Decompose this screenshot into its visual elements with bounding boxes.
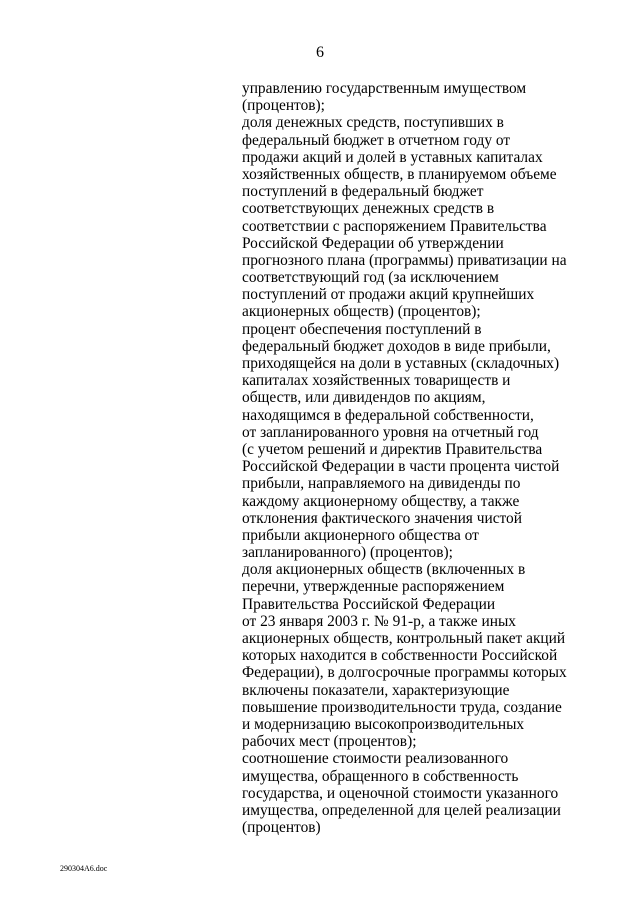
text-line: процент обеспечения поступлений в bbox=[242, 320, 482, 338]
text-line: хозяйственных обществ, в планируемом объеме bbox=[242, 165, 557, 183]
text-line: перечни, утвержденные распоряжением bbox=[242, 578, 505, 596]
text-line: приходящейся на доли в уставных (складочных) bbox=[242, 355, 560, 372]
text-line: доля денежных средств, поступивших в bbox=[242, 114, 504, 132]
text-line: обществ, или дивидендов по акциям, bbox=[242, 389, 486, 407]
text-line: Российской Федерации об утверждении bbox=[242, 234, 504, 252]
text-line: отклонения фактического значения чистой bbox=[242, 509, 522, 527]
text-line: запланированного) (процентов); bbox=[242, 544, 453, 562]
text-line: соответствии с распоряжением Правительства bbox=[242, 217, 547, 235]
text-line: поступлений в федеральный бюджет bbox=[242, 183, 484, 201]
text-line: акционерных обществ, контрольный пакет акций bbox=[242, 630, 566, 647]
text-line: имущества, обращенного в собственность bbox=[242, 767, 519, 785]
text-line: (процентов); bbox=[242, 97, 325, 115]
text-line: которых находится в собственности Российской bbox=[242, 647, 558, 665]
text-line: (с учетом решений и директив Правительства bbox=[242, 440, 543, 458]
text-line: Правительства Российской Федерации bbox=[242, 595, 496, 613]
text-line: соответствующих денежных средств в bbox=[242, 200, 495, 218]
text-line: прогнозного плана (программы) приватизации на bbox=[242, 251, 567, 269]
text-line: капиталах хозяйственных товариществ и bbox=[242, 372, 511, 390]
text-line: прибыли, направляемого на дивиденды по bbox=[242, 475, 521, 493]
text-line: государства, и оценочной стоимости указанного bbox=[242, 784, 559, 802]
body-text bbox=[242, 80, 622, 836]
text-line: находящимся в федеральной собственности, bbox=[242, 406, 534, 424]
text-line: соответствующий год (за исключением bbox=[242, 269, 499, 287]
text-line: имущества, определенной для целей реализации bbox=[242, 801, 561, 819]
text-line: и модернизацию высокопроизводительных bbox=[242, 715, 525, 733]
text-line: федеральный бюджет доходов в виде прибыли, bbox=[242, 337, 551, 355]
text-line: включены показатели, характеризующие bbox=[242, 681, 510, 699]
text-line: каждому акционерному обществу, а также bbox=[242, 492, 520, 510]
text-line: федеральный бюджет в отчетном году от bbox=[242, 131, 511, 149]
text-line: соотношение стоимости реализованного bbox=[242, 750, 509, 768]
text-line: рабочих мест (процентов); bbox=[242, 733, 417, 751]
text-line: Федерации), в долгосрочные программы которых bbox=[242, 664, 567, 682]
text-line: Российской Федерации в части процента чистой bbox=[242, 458, 560, 476]
text-line: управлению государственным имуществом bbox=[242, 80, 527, 97]
footer-filename: 290304A6.doc bbox=[60, 864, 108, 873]
text-line: от запланированного уровня на отчетный год bbox=[242, 423, 539, 441]
text-line: акционерных обществ) (процентов); bbox=[242, 303, 481, 321]
text-line: прибыли акционерного общества от bbox=[242, 526, 479, 544]
text-line: (процентов) bbox=[242, 819, 321, 837]
text-line: от 23 января 2003 г. № 91-р, а также иных bbox=[242, 612, 516, 630]
text-line: продажи акций и долей в уставных капиталах bbox=[242, 148, 543, 166]
text-line: поступлений от продажи акций крупнейших bbox=[242, 286, 535, 304]
text-line: доля акционерных обществ (включенных в bbox=[242, 561, 526, 579]
page-number: 6 bbox=[316, 44, 324, 61]
text-line: повышение производительности труда, создание bbox=[242, 698, 562, 716]
